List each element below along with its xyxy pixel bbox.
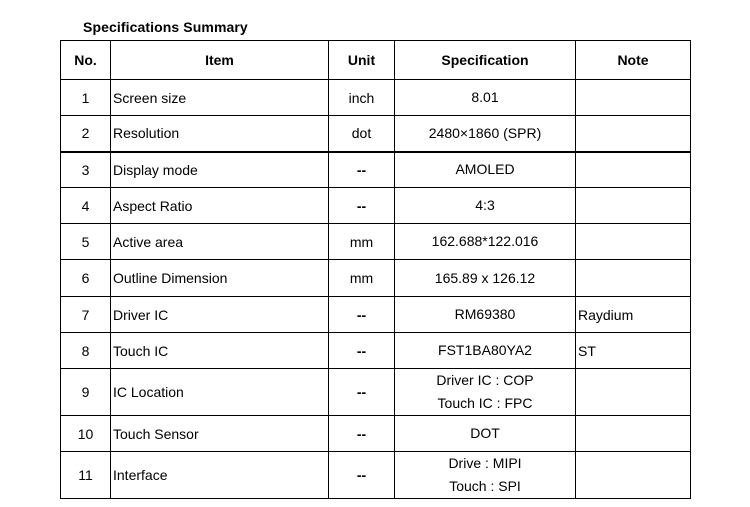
row-unit: mm <box>329 260 395 297</box>
table-row <box>61 452 691 499</box>
specification-line: 2480×1860 (SPR) <box>428 124 542 141</box>
row-item: Display mode <box>111 152 329 188</box>
row-number: 7 <box>61 297 111 333</box>
table-row <box>61 116 691 152</box>
row-specification <box>395 116 576 152</box>
specification-line: 165.89 x 126.12 <box>434 269 536 286</box>
header-item: Item <box>111 41 329 80</box>
row-item: Resolution <box>111 116 329 152</box>
row-number: 6 <box>61 260 111 297</box>
specification-line: Touch IC : FPC <box>437 395 533 411</box>
row-number: 9 <box>61 369 111 416</box>
table-row <box>61 260 691 297</box>
row-item: Active area <box>111 224 329 260</box>
row-note <box>576 116 691 152</box>
header-note: Note <box>576 41 691 80</box>
row-item: Interface <box>111 452 329 499</box>
row-specification <box>395 260 576 297</box>
row-note <box>576 416 691 452</box>
table-row <box>61 80 691 116</box>
specification-line: RM69380 <box>454 306 516 322</box>
table-row <box>61 369 691 416</box>
specification-line: 162.688*122.016 <box>431 233 539 249</box>
row-number: 2 <box>61 116 111 152</box>
row-note <box>576 80 691 116</box>
page-title: Specifications Summary <box>83 19 248 35</box>
specification-line: Driver IC : COP <box>436 372 534 388</box>
row-note <box>576 152 691 188</box>
row-specification <box>395 333 576 369</box>
specification-line: 4:3 <box>475 197 495 213</box>
row-specification <box>395 224 576 260</box>
row-note <box>576 188 691 224</box>
row-item: Touch IC <box>111 333 329 369</box>
row-item: Screen size <box>111 80 329 116</box>
row-unit: -- <box>329 369 395 416</box>
row-note: ST <box>576 333 691 369</box>
row-item: Driver IC <box>111 297 329 333</box>
header-no: No. <box>61 41 111 80</box>
row-unit: dot <box>329 116 395 152</box>
specification-line: 8.01 <box>471 89 499 105</box>
row-specification <box>395 452 576 499</box>
row-specification <box>395 416 576 452</box>
row-note <box>576 452 691 499</box>
row-unit: -- <box>329 416 395 452</box>
specification-line: AMOLED <box>455 161 515 178</box>
row-number: 4 <box>61 188 111 224</box>
row-number: 10 <box>61 416 111 452</box>
row-unit: -- <box>329 452 395 499</box>
row-item: Aspect Ratio <box>111 188 329 224</box>
specification-line: Drive : MIPI <box>448 455 522 471</box>
row-unit: -- <box>329 297 395 333</box>
row-unit: -- <box>329 333 395 369</box>
table-row <box>61 416 691 452</box>
table-body <box>61 80 691 499</box>
row-item: IC Location <box>111 369 329 416</box>
header-specification: Specification <box>395 41 576 80</box>
row-note <box>576 260 691 297</box>
table-row <box>61 152 691 188</box>
header-unit: Unit <box>329 41 395 80</box>
row-unit: mm <box>329 224 395 260</box>
row-item: Outline Dimension <box>111 260 329 297</box>
row-unit: -- <box>329 188 395 224</box>
specifications-table <box>60 40 691 499</box>
row-note <box>576 224 691 260</box>
row-specification <box>395 188 576 224</box>
row-specification <box>395 152 576 188</box>
table-row <box>61 224 691 260</box>
row-note <box>576 369 691 416</box>
row-number: 8 <box>61 333 111 369</box>
row-specification <box>395 369 576 416</box>
row-specification <box>395 80 576 116</box>
row-note: Raydium <box>576 297 691 333</box>
row-unit: -- <box>329 152 395 188</box>
table-row <box>61 333 691 369</box>
specification-line: FST1BA80YA2 <box>438 342 532 358</box>
specification-line: Touch : SPI <box>449 478 521 494</box>
row-number: 11 <box>61 452 111 499</box>
row-number: 5 <box>61 224 111 260</box>
specification-line: DOT <box>470 425 500 441</box>
row-number: 1 <box>61 80 111 116</box>
row-item: Touch Sensor <box>111 416 329 452</box>
table-header-row <box>61 41 691 80</box>
table-row <box>61 297 691 333</box>
row-unit: inch <box>329 80 395 116</box>
row-specification <box>395 297 576 333</box>
table-row <box>61 188 691 224</box>
row-number: 3 <box>61 152 111 188</box>
